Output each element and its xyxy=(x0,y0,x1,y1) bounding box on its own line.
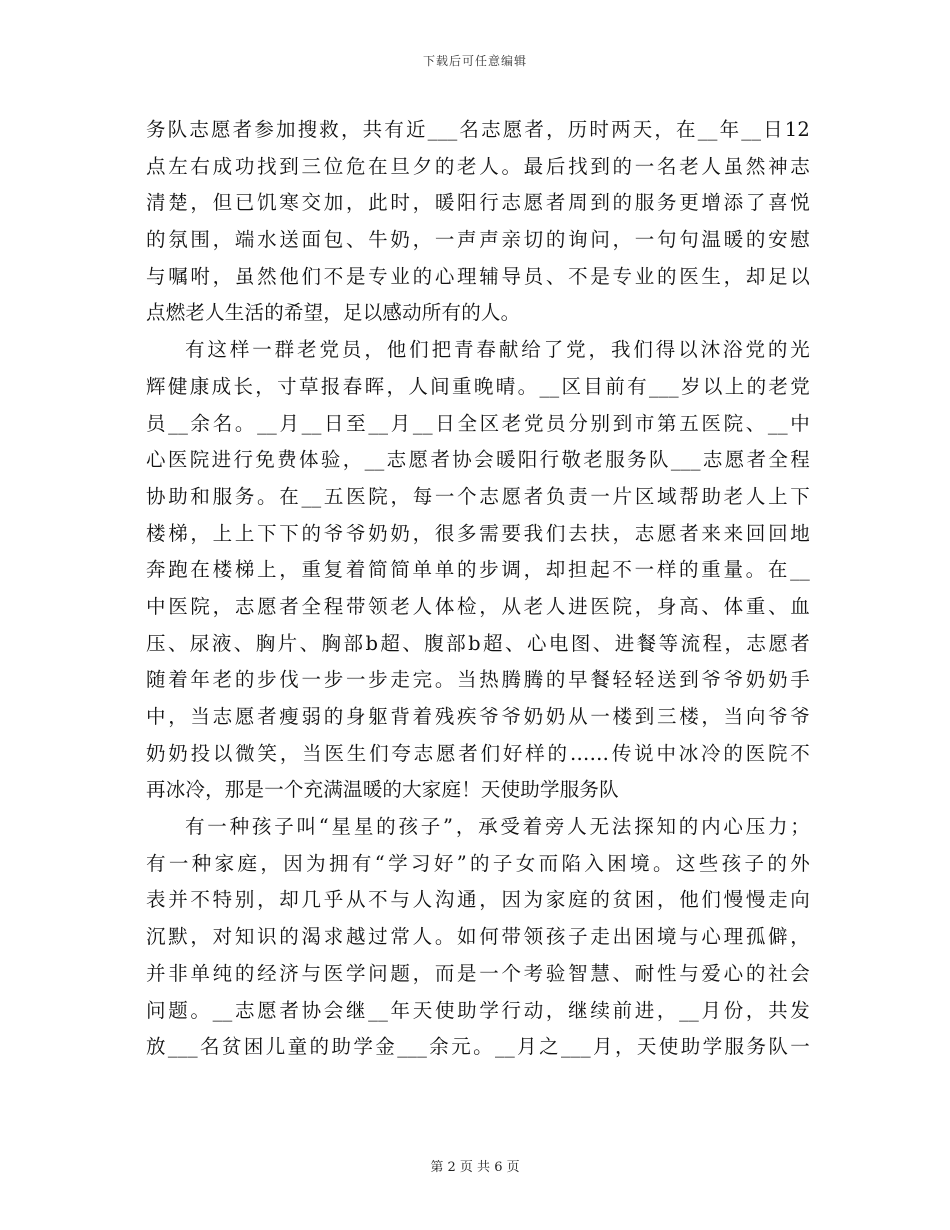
text-line: 辉健康成长，寸草报春晖，人间重晚晴。__区目前有___岁以上的老党 xyxy=(146,374,810,398)
text-line: 中医院，志愿者全程带领老人体检，从老人进医院，身高、体重、血 xyxy=(146,594,810,618)
text-line: 沉默，对知识的渴求越过常人。如何带领孩子走出困境与心理孤僻， xyxy=(146,925,810,949)
page-footer: 第 2 页 共 6 页 xyxy=(430,1160,520,1175)
text-line: 有一种家庭，因为拥有“学习好”的子女而陷入困境。这些孩子的外 xyxy=(146,851,810,875)
text-line: 问题。__志愿者协会继__年天使助学行动，继续前进，__月份，共发 xyxy=(146,998,810,1022)
text-line: 有这样一群老党员，他们把青春献给了党，我们得以沐浴党的光 xyxy=(185,338,810,362)
paragraph xyxy=(146,809,810,1066)
paragraph xyxy=(146,112,810,332)
text-line: 放___名贫困儿童的助学金___余元。__月之___月，天使助学服务队一 xyxy=(146,1035,810,1059)
text-line: 心医院进行免费体验，__志愿者协会暖阳行敬老服务队___志愿者全程 xyxy=(146,448,810,472)
text-line: 奶奶投以微笑，当医生们夸志愿者们好样的……传说中冰冷的医院不 xyxy=(146,741,810,765)
text-line: 有一种孩子叫“星星的孩子”，承受着旁人无法探知的内心压力； xyxy=(185,815,810,839)
text-line: 并非单纯的经济与医学问题，而是一个考验智慧、耐性与爱心的社会 xyxy=(146,961,810,985)
text-line: 务队志愿者参加搜救，共有近___名志愿者，历时两天，在__年__日12 xyxy=(146,118,810,141)
text-line: 点左右成功找到三位危在旦夕的老人。最后找到的一名老人虽然神志 xyxy=(146,154,810,178)
text-line: 奔跑在楼梯上，重复着简简单单的步调，却担起不一样的重量。在__ xyxy=(146,558,810,582)
paragraph xyxy=(146,332,810,809)
text-line: 楼梯，上上下下的爷爷奶奶，很多需要我们去扶，志愿者来来回回地 xyxy=(146,521,810,545)
text-line: 协助和服务。在__五医院，每一个志愿者负责一片区域帮助老人上下 xyxy=(146,484,810,508)
text-line: 随着年老的步伐一步一步走完。当热腾腾的早餐轻轻送到爷爷奶奶手 xyxy=(146,668,810,692)
page-header: 下载后可任意编辑 xyxy=(422,54,527,68)
text-line: 员__余名。__月__日至__月__日全区老党员分别到市第五医院、__中 xyxy=(146,411,810,435)
text-line: 点燃老人生活的希望，足以感动所有的人。 xyxy=(146,301,521,325)
text-line: 中，当志愿者瘦弱的身躯背着残疾爷爷奶奶从一楼到三楼，当向爷爷 xyxy=(146,705,810,728)
text-line: 压、尿液、胸片、胸部b超、腹部b超、心电图、进餐等流程，志愿者 xyxy=(146,631,810,655)
text-line: 的氛围，端水送面包、牛奶，一声声亲切的询问，一句句温暖的安慰 xyxy=(146,228,810,252)
text-line: 再冰冷，那是一个充满温暖的大家庭！天使助学服务队 xyxy=(146,778,619,802)
text-line: 与嘱咐，虽然他们不是专业的心理辅导员、不是专业的医生，却足以 xyxy=(146,264,810,288)
document-body xyxy=(146,112,810,1066)
text-line: 清楚，但已饥寒交加，此时，暖阳行志愿者周到的服务更增添了喜悦 xyxy=(146,191,810,215)
text-line: 表并不特别，却几乎从不与人沟通，因为家庭的贫困，他们慢慢走向 xyxy=(146,888,810,912)
